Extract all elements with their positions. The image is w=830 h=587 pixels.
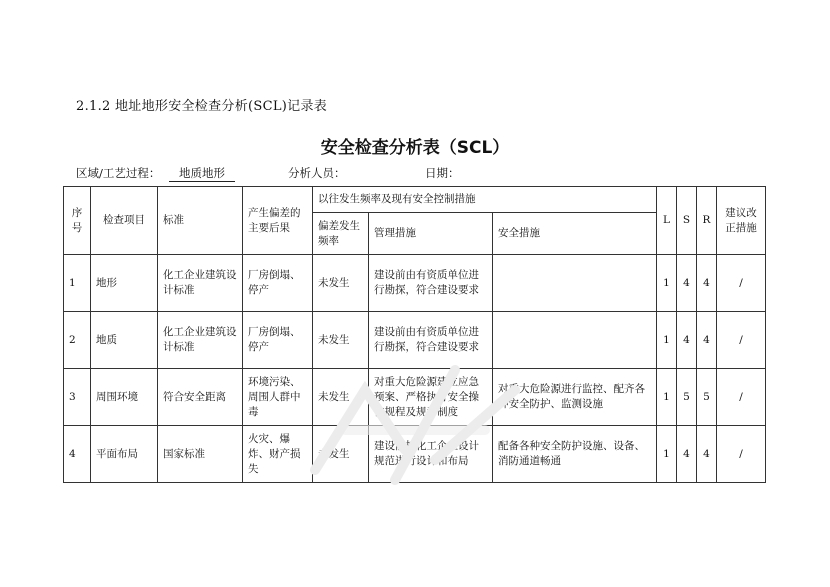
cell-safety: 配备各种安全防护设施、设备、消防通道畅通 <box>493 426 657 483</box>
header-group: 以往发生频率及现有安全控制措施 <box>313 187 657 213</box>
cell-consequence: 环境污染、周围人群中毒 <box>243 369 313 426</box>
table-row <box>64 255 766 312</box>
meta-line <box>76 165 756 183</box>
header-seq: 序号 <box>64 187 91 255</box>
cell-suggestion: / <box>717 312 766 369</box>
cell-standard: 国家标准 <box>158 426 243 483</box>
header-item: 检查项目 <box>91 187 158 255</box>
header-R: R <box>697 187 717 255</box>
cell-safety <box>493 255 657 312</box>
cell-item: 周围环境 <box>91 369 158 426</box>
cell-L: 1 <box>657 312 677 369</box>
cell-consequence: 厂房倒塌、停产 <box>243 312 313 369</box>
cell-suggestion: / <box>717 369 766 426</box>
cell-frequency: 未发生 <box>313 426 369 483</box>
header-management: 管理措施 <box>369 213 493 255</box>
cell-L: 1 <box>657 255 677 312</box>
cell-L: 1 <box>657 369 677 426</box>
cell-seq: 2 <box>64 312 91 369</box>
cell-standard: 化工企业建筑设计标准 <box>158 255 243 312</box>
cell-S: 5 <box>677 369 697 426</box>
header-safety: 安全措施 <box>493 213 657 255</box>
date-label: 日期： <box>425 166 460 180</box>
cell-R: 4 <box>697 255 717 312</box>
cell-R: 4 <box>697 312 717 369</box>
cell-safety <box>493 312 657 369</box>
cell-L: 1 <box>657 426 677 483</box>
header-standard: 标准 <box>158 187 243 255</box>
cell-seq: 3 <box>64 369 91 426</box>
cell-seq: 1 <box>64 255 91 312</box>
cell-management: 对重大危险源建立应急预案、严格执行安全操作规程及规章制度 <box>369 369 493 426</box>
table-row <box>64 426 766 483</box>
cell-standard: 化工企业建筑设计标准 <box>158 312 243 369</box>
cell-item: 平面布局 <box>91 426 158 483</box>
section-heading: 2.1.2 地址地形安全检查分析(SCL)记录表 <box>76 99 328 114</box>
cell-frequency: 未发生 <box>313 369 369 426</box>
cell-suggestion: / <box>717 426 766 483</box>
header-frequency: 偏差发生频率 <box>313 213 369 255</box>
table-row <box>64 312 766 369</box>
cell-safety: 对重大危险源进行监控、配齐各种安全防护、监测设施 <box>493 369 657 426</box>
header-suggestion: 建议改正措施 <box>717 187 766 255</box>
cell-management: 建设前按化工企业设计规范进行设计和布局 <box>369 426 493 483</box>
cell-R: 4 <box>697 426 717 483</box>
area-label: 区域/工艺过程： <box>76 166 161 180</box>
cell-S: 4 <box>677 312 697 369</box>
cell-R: 5 <box>697 369 717 426</box>
cell-frequency: 未发生 <box>313 312 369 369</box>
cell-standard: 符合安全距离 <box>158 369 243 426</box>
cell-suggestion: / <box>717 255 766 312</box>
cell-management: 建设前由有资质单位进行勘探，符合建设要求 <box>369 312 493 369</box>
table-row <box>64 369 766 426</box>
cell-S: 4 <box>677 255 697 312</box>
analyst-label: 分析人员： <box>288 166 346 180</box>
cell-S: 4 <box>677 426 697 483</box>
area-value: 地质地形 <box>169 165 235 182</box>
header-row-1 <box>64 187 766 213</box>
header-consequence: 产生偏差的主要后果 <box>243 187 313 255</box>
header-L: L <box>657 187 677 255</box>
cell-consequence: 火灾、爆炸、财产损失 <box>243 426 313 483</box>
cell-item: 地质 <box>91 312 158 369</box>
header-S: S <box>677 187 697 255</box>
cell-seq: 4 <box>64 426 91 483</box>
document-title: 安全检查分析表（SCL） <box>320 138 510 158</box>
cell-item: 地形 <box>91 255 158 312</box>
cell-consequence: 厂房倒塌、停产 <box>243 255 313 312</box>
scl-table <box>63 186 766 483</box>
cell-frequency: 未发生 <box>313 255 369 312</box>
cell-management: 建设前由有资质单位进行勘探，符合建设要求 <box>369 255 493 312</box>
